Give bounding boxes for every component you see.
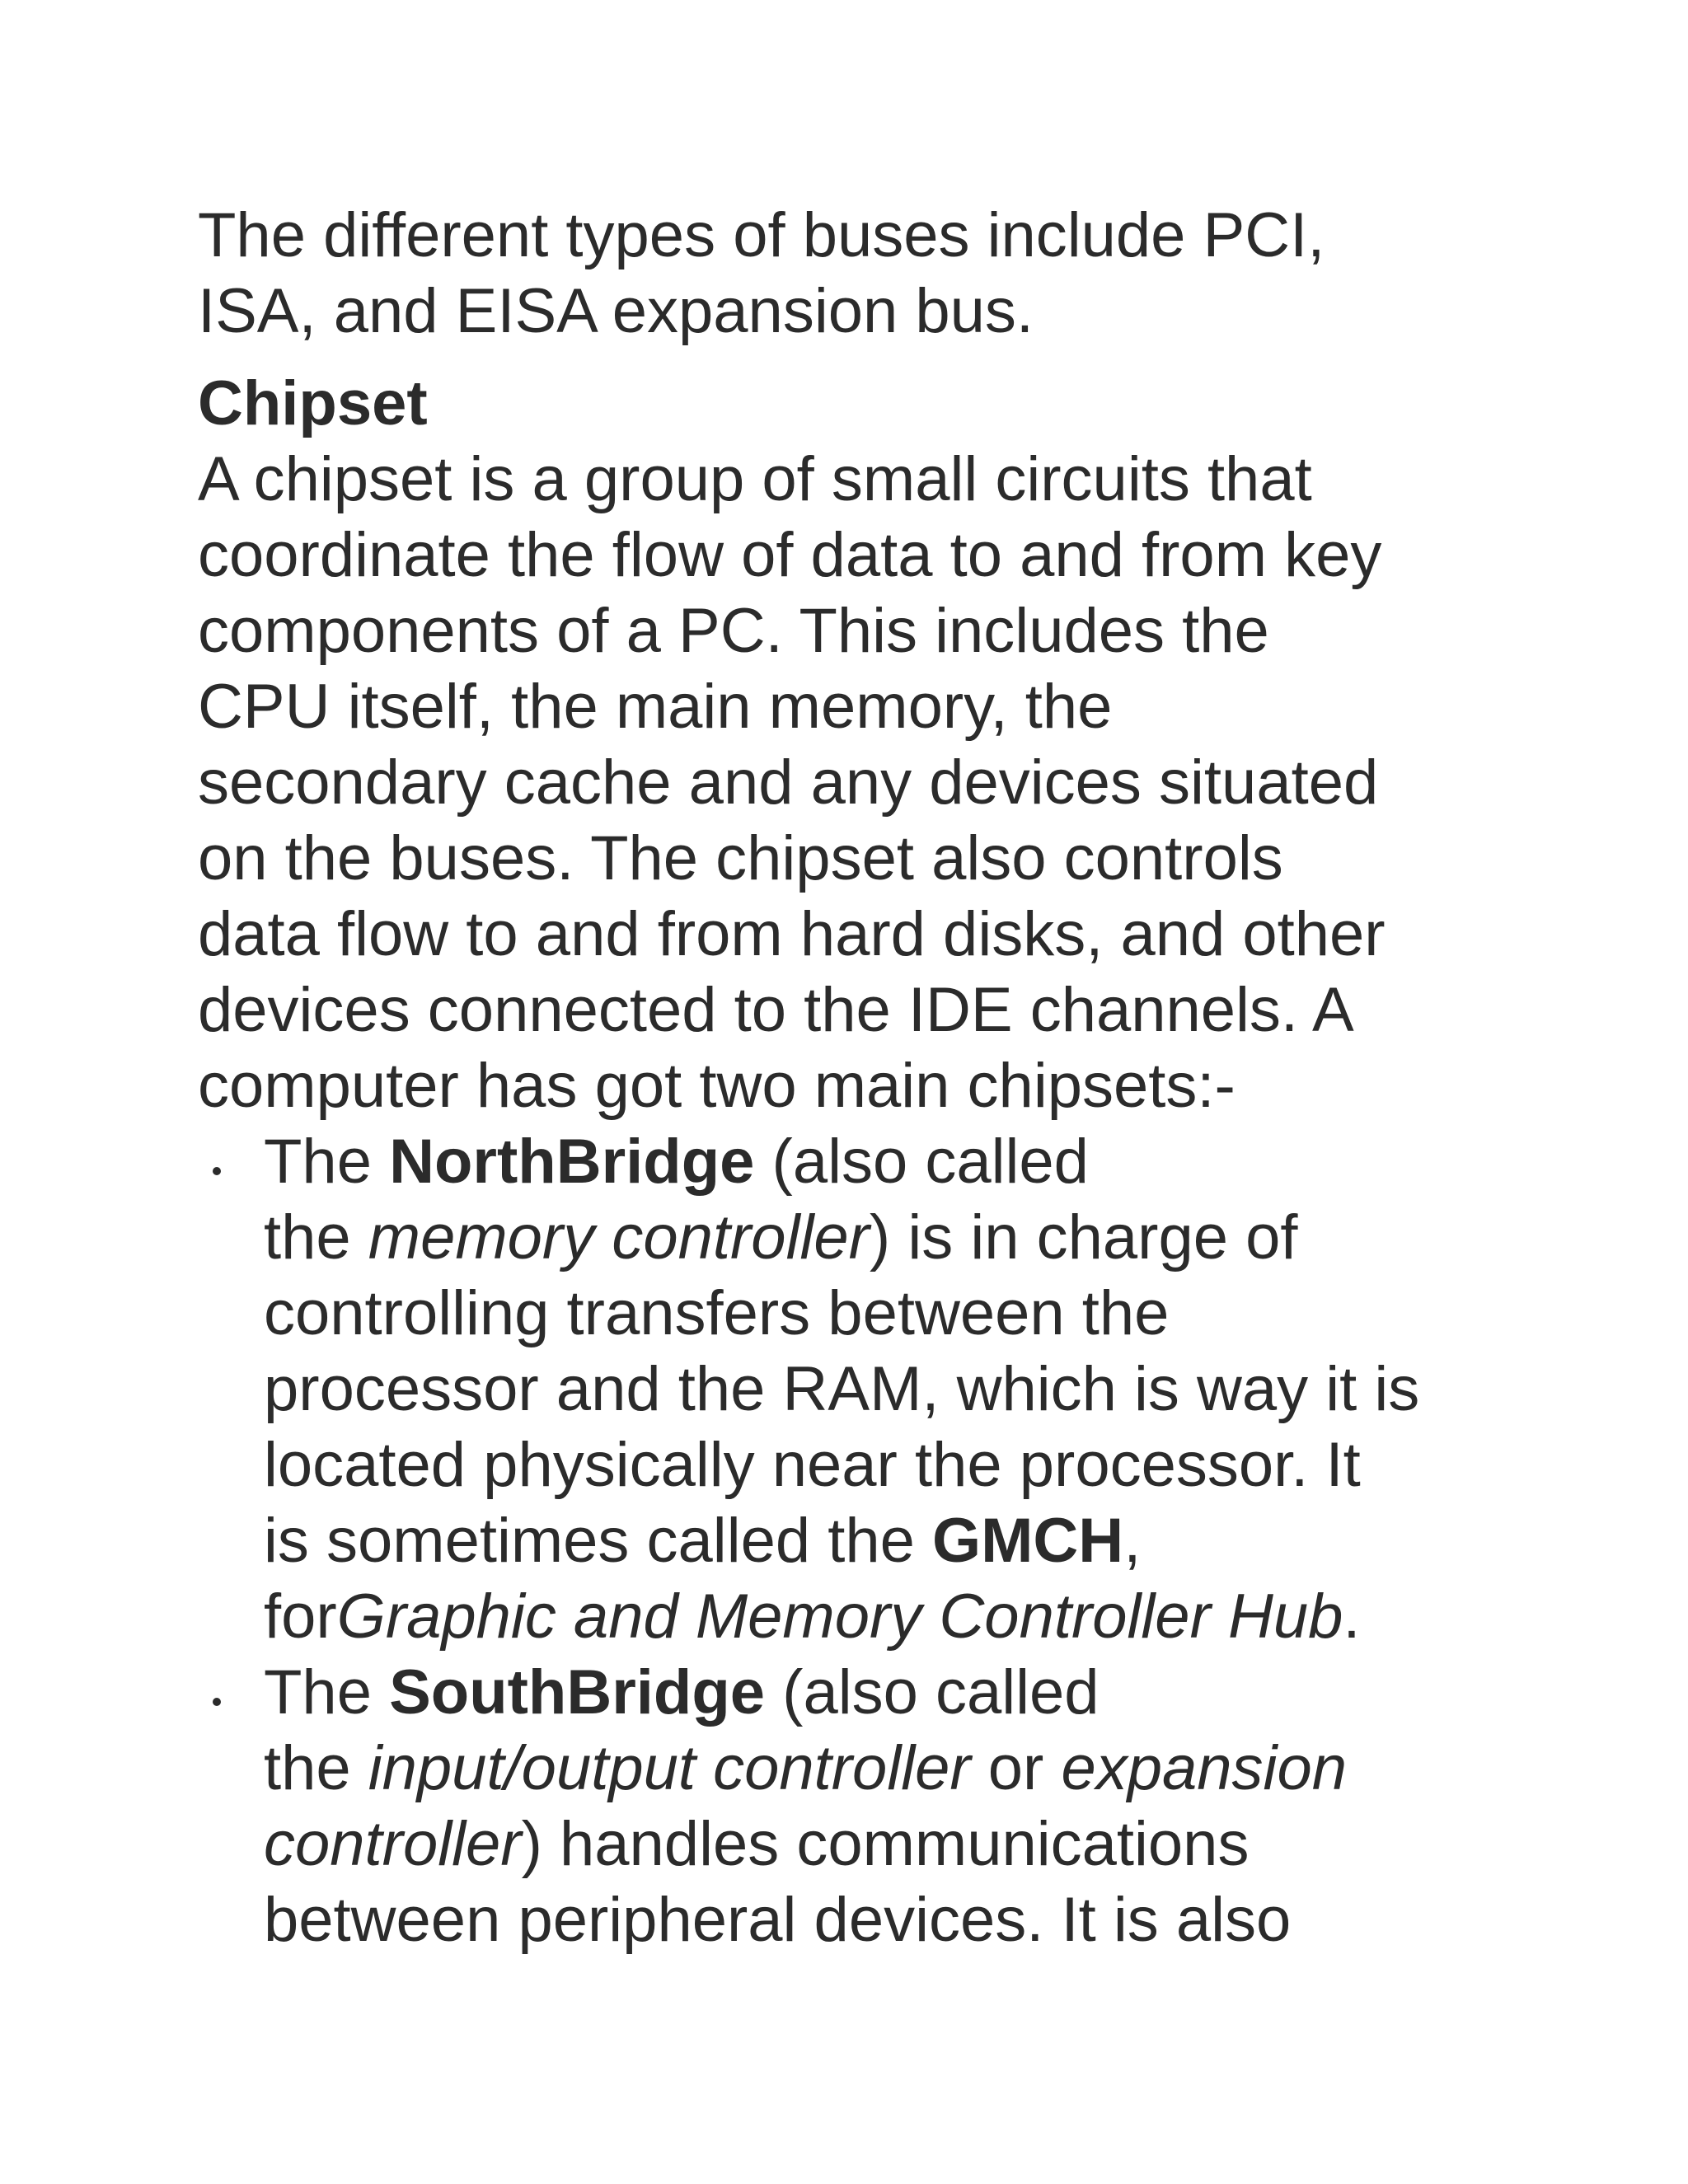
chipset-line: on the buses. The chipset also controls <box>198 823 1283 893</box>
southbridge-term: SouthBridge <box>389 1657 766 1727</box>
gmch-term: GMCH <box>932 1506 1124 1576</box>
intro-paragraph <box>198 198 1517 349</box>
chipset-bullet-list <box>198 1124 1517 1958</box>
chipset-heading: Chipset <box>198 368 428 438</box>
chipset-line: coordinate the flow of data to and from key <box>198 520 1382 590</box>
chipset-line: devices connected to the IDE channels. A <box>198 975 1354 1045</box>
southbridge-bullet: The SouthBridge (also called the input/output controller or expansion controller) handles communications between peripheral devices. It is also <box>198 1655 1517 1958</box>
northbridge-term: NorthBridge <box>389 1127 755 1197</box>
chipset-line: computer has got two main chipsets:- <box>198 1051 1236 1121</box>
chipset-line: A chipset is a group of small circuits that <box>198 444 1312 514</box>
chipset-line: CPU itself, the main memory, the <box>198 672 1113 742</box>
intro-line: The different types of buses include PCI, <box>198 200 1325 270</box>
document-page <box>198 198 1517 1958</box>
chipset-line: components of a PC. This includes the <box>198 596 1269 666</box>
bullet-dot-icon <box>213 1698 221 1706</box>
chipset-paragraph <box>198 442 1517 1124</box>
intro-line: ISA, and EISA expansion bus. <box>198 276 1034 346</box>
chipset-line: secondary cache and any devices situated <box>198 748 1379 818</box>
bullet-dot-icon <box>213 1167 221 1175</box>
chipset-line: data flow to and from hard disks, and other <box>198 899 1386 969</box>
northbridge-bullet: The NorthBridge (also called the memory controller) is in charge of controlling transfers between the processor and the RAM, which is way it is located physically near the processor. It is sometimes called the GMCH, forGraphic and Memory Controller Hub. <box>198 1124 1517 1655</box>
